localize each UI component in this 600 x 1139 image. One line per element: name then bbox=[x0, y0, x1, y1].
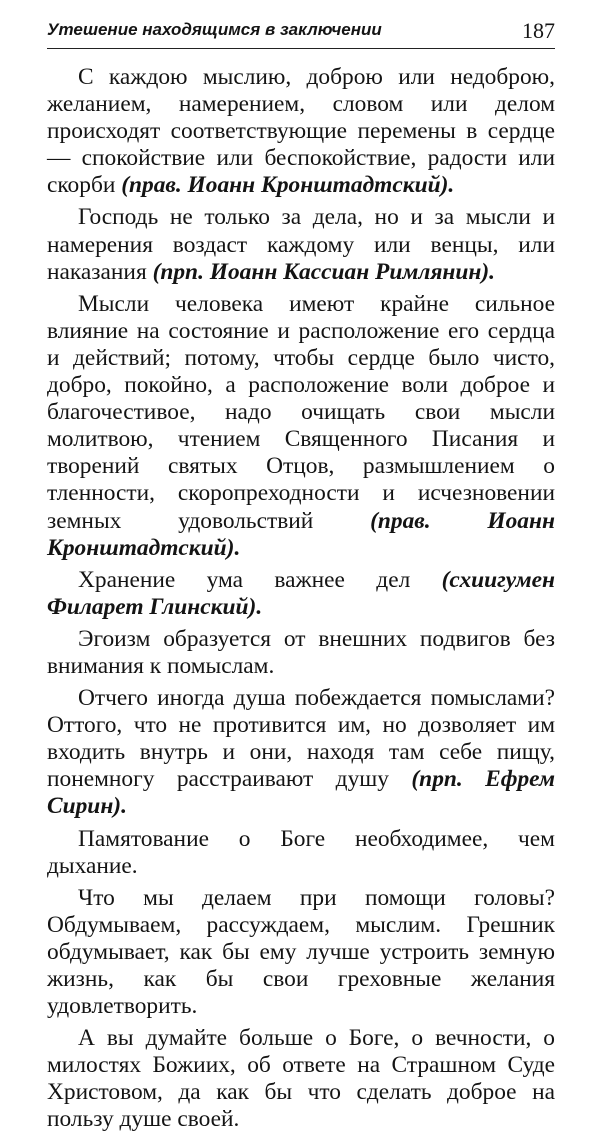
paragraph bbox=[47, 685, 555, 820]
paragraph-text: Что мы делаем при помощи головы? Обдумываем, рассуждаем, мыслим. Грешник обдумывает, как бы ему лучше устроить земную жизнь, как бы свои греховные желания удовлетворить. bbox=[47, 884, 555, 1020]
paragraph-text: А вы думайте больше о Боге, о вечности, о милостях Божиих, об ответе на Страшном Суде Христовом, да как бы что сделать доброе на пользу душе своей. bbox=[47, 1025, 555, 1133]
paragraph-text: Господь не только за дела, но и за мысли и намерения воздаст каждому или венцы, или наказания bbox=[47, 204, 555, 285]
paragraph-text: Отчего иногда душа побеждается помыслами? Оттого, что не противится им, но дозволяет им входить внутрь и они, находя там себе пищу, понемногу расстраивают душу bbox=[47, 685, 555, 793]
paragraph-text: С каждою мыслию, доброю или недоброю, желанием, намерением, словом или делом происходят соответствующие перемены в сердце — спокойствие или беспокойствие, радости или скорби bbox=[47, 64, 555, 199]
paragraph bbox=[47, 826, 555, 880]
paragraph bbox=[47, 1025, 555, 1133]
paragraph-text: Памятование о Боге необходимее, чем дыхание. bbox=[47, 825, 555, 879]
paragraph-text: Хранение ума важнее дел bbox=[78, 566, 442, 593]
quote-source: (схиигумен Филарет Глинский). bbox=[47, 566, 555, 620]
quote-source: (прав. Иоанн Кронштадтский). bbox=[121, 172, 455, 199]
paragraph bbox=[47, 64, 555, 199]
paragraph bbox=[47, 626, 555, 680]
page-number: 187 bbox=[522, 18, 555, 43]
paragraph bbox=[47, 204, 555, 285]
paragraph bbox=[47, 885, 555, 1020]
paragraph bbox=[47, 291, 555, 562]
page-body bbox=[47, 64, 555, 1139]
quote-source: (прп. Ефрем Сирин). bbox=[47, 766, 556, 820]
running-header bbox=[47, 14, 555, 49]
paragraph-text: Мысли человека имеют крайне сильное влияние на состояние и расположение его сердца и действий; потому, чтобы сердце было чисто, добро, покойно, а расположение воли доброе и благочестивое, надо очищать свои мысли молитвою, чтением Священного Писания и творений святых Отцов, размышлением о тленности, скоропреходности и исчезновении земных удовольствий bbox=[47, 290, 555, 534]
quote-source: (прав. Иоанн Кронштадтский). bbox=[47, 507, 555, 561]
paragraph-text: Эгоизм образуется от внешних подвигов без внимания к помыслам. bbox=[47, 625, 555, 679]
paragraph bbox=[47, 567, 555, 621]
quote-source: (прп. Иоанн Кассиан Римлянин). bbox=[152, 258, 496, 285]
running-title: Утешение находящимся в заключении bbox=[47, 20, 382, 39]
